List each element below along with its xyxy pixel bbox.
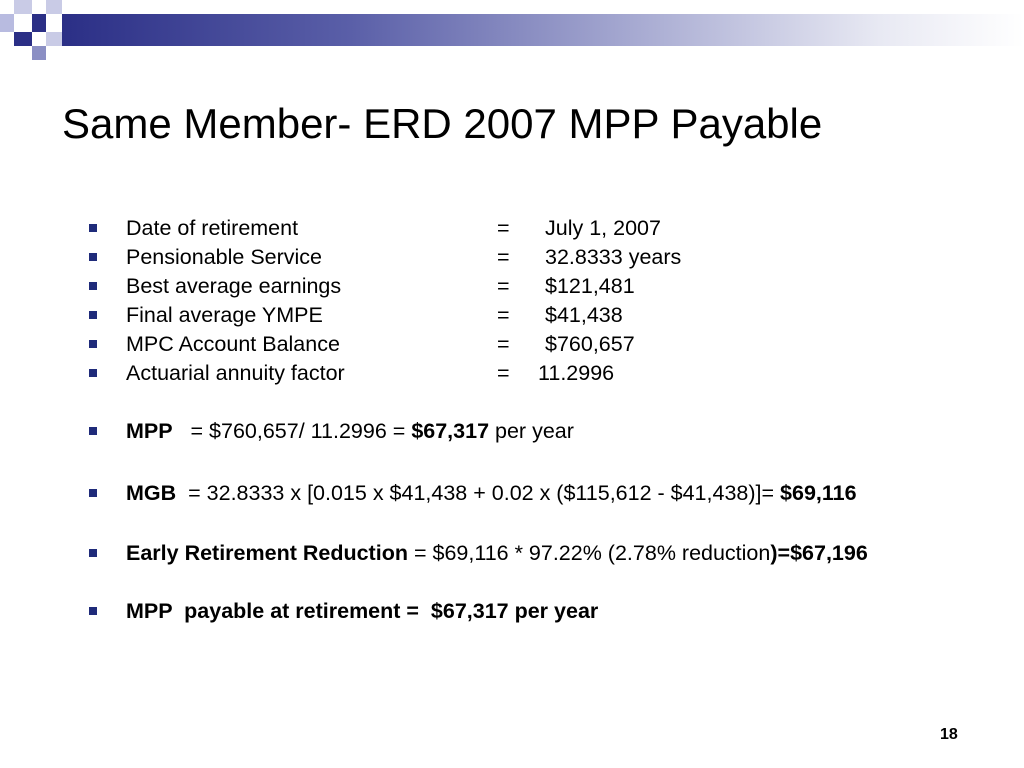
early-formula: = $69,116 * 97.22% (2.78% reduction <box>413 541 771 565</box>
equals-sign: = <box>497 245 510 269</box>
detail-label: Pensionable Service <box>126 245 323 269</box>
detail-value: $121,481 <box>545 274 635 298</box>
detail-value: 11.2996 <box>538 361 615 385</box>
square-bullet-icon <box>89 253 97 261</box>
mgb-line <box>126 480 857 506</box>
mpp-line <box>126 418 574 444</box>
mpp-term: MPP <box>126 419 173 443</box>
square-bullet-icon <box>89 549 97 557</box>
square-bullet-icon <box>89 282 97 290</box>
equals-sign: = <box>497 274 510 298</box>
mgb-formula: = 32.8333 x [0.015 x $41,438 + 0.02 x ($115,612 - $41,438)]= <box>188 481 775 505</box>
early-term: Early Retirement Reduction <box>126 541 408 565</box>
detail-label: Actuarial annuity factor <box>126 361 345 385</box>
slide-title: Same Member- ERD 2007 MPP Payable <box>62 100 823 147</box>
square-bullet-icon <box>89 224 97 232</box>
equals-sign: = <box>497 303 510 327</box>
mpp-result: $67,317 <box>411 419 490 443</box>
square-bullet-icon <box>89 369 97 377</box>
detail-value: 32.8333 years <box>545 245 682 269</box>
detail-value: $760,657 <box>545 332 635 356</box>
square-bullet-icon <box>89 489 97 497</box>
mgb-result: $69,116 <box>780 481 857 505</box>
payable-line: MPP payable at retirement = $67,317 per year <box>126 599 599 623</box>
detail-label: MPC Account Balance <box>126 332 340 356</box>
early-result: )=$67,196 <box>770 541 868 565</box>
mpp-formula: = $760,657/ 11.2996 = <box>190 419 406 443</box>
detail-value: July 1, 2007 <box>545 216 661 240</box>
square-bullet-icon <box>89 311 97 319</box>
early-reduction-line <box>126 540 868 566</box>
equals-sign: = <box>497 361 510 385</box>
equals-sign: = <box>497 332 510 356</box>
detail-value: $41,438 <box>545 303 623 327</box>
detail-label: Date of retirement <box>126 216 299 240</box>
equals-sign: = <box>497 216 510 240</box>
square-bullet-icon <box>89 607 97 615</box>
detail-label: Best average earnings <box>126 274 342 298</box>
square-bullet-icon <box>89 340 97 348</box>
square-bullet-icon <box>89 427 97 435</box>
mpp-suffix: per year <box>495 419 574 443</box>
page-number: 18 <box>940 726 958 743</box>
mgb-term: MGB <box>126 481 177 505</box>
detail-label: Final average YMPE <box>126 303 323 327</box>
